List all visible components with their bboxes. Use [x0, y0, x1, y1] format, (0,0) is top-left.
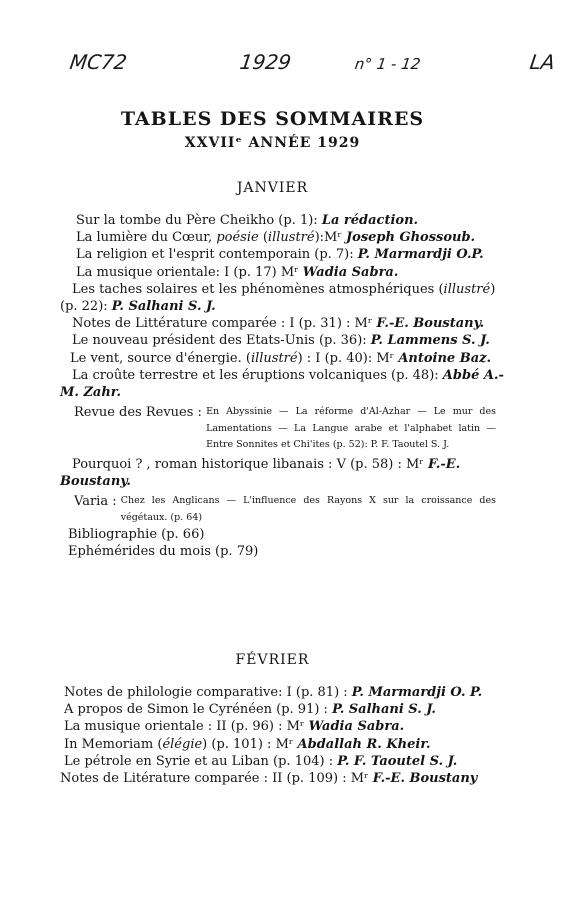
page-subtitle: XXVIIᵉ ANNÉE 1929: [184, 135, 361, 151]
list-item-continuation: Boustany.: [60, 473, 131, 489]
list-item: Les taches solaires et les phénomènes atmosphériques (illustré): [72, 281, 496, 297]
page-title: TABLES DES SOMMAIRES: [120, 108, 425, 130]
varia-label: Varia :: [74, 494, 121, 510]
list-item: Bibliographie (p. 66): [68, 527, 205, 543]
revue-des-revues: [74, 404, 496, 454]
list-item: Notes de philologie comparative: I (p. 81) : P. Marmardji O. P.: [64, 685, 483, 700]
section-heading-janvier: JANVIER: [236, 180, 309, 196]
year-annotation: 1929: [238, 50, 293, 74]
list-item: La musique orientale: I (p. 17) Mʳ Wadia Sabra.: [76, 264, 399, 280]
list-item: Notes de Littérature comparée : I (p. 31) : Mʳ F.-E. Boustany.: [72, 316, 485, 332]
list-item: La lumière du Cœur, poésie (illustré):Mʳ Joseph Ghossoub.: [76, 230, 476, 246]
list-item: Sur la tombe du Père Cheikho (p. 1): La rédaction.: [76, 213, 419, 228]
list-item: La musique orientale : II (p. 96) : Mʳ Wadia Sabra.: [64, 719, 405, 735]
varia: [74, 493, 496, 526]
list-item: A propos de Simon le Cyrénéen (p. 91) : P. Salhani S. J.: [64, 702, 436, 718]
varia-text: Chez les Anglicans — L'influence des Rayons X sur la croissance des végétaux. (p. 64): [120, 495, 496, 523]
issue-range-annotation: n° 1 - 12: [353, 55, 422, 73]
corner-annotation: LA: [528, 50, 557, 74]
list-item: Notes de Litérature comparée : II (p. 109) : Mʳ F.-E. Boustany: [60, 771, 478, 787]
list-item: Pourquoi ? , roman historique libanais : V (p. 58) : Mʳ F.-E.: [72, 456, 461, 472]
list-item: In Memoriam (élégie) (p. 101) : Mʳ Abdallah R. Kheir.: [64, 736, 431, 752]
section-heading-fevrier: FÉVRIER: [235, 652, 310, 668]
list-item: Le vent, source d'énergie. (illustré) : I (p. 40): Mʳ Antoine Baz.: [70, 350, 492, 366]
list-item: Ephémérides du mois (p. 79): [68, 544, 259, 560]
list-item: La croûte terrestre et les éruptions volcaniques (p. 48): Abbé A.-: [72, 367, 504, 383]
list-item-continuation: M. Zahr.: [60, 385, 121, 401]
fevrier-entries: [60, 684, 494, 787]
list-item: Le pétrole en Syrie et au Liban (p. 104) : P. F. Taoutel S. J.: [64, 753, 458, 769]
list-item: La religion et l'esprit contemporain (p. 7): P. Marmardji O.P.: [76, 247, 484, 263]
revue-text: En Abyssinie — La réforme d'Al-Azhar — Le mur des Lamentations — La Langue arabe et l'alphabet latin — Entre Sonnites et Chi'ites (p. 52): P. F. Taoutel S. J.: [206, 406, 496, 451]
janvier-entries: [60, 212, 504, 561]
list-item-continuation: (p. 22): P. Salhani S. J.: [60, 299, 216, 315]
revue-label: Revue des Revues :: [74, 405, 207, 421]
list-item: Le nouveau président des Etats-Unis (p. 36): P. Lammens S. J.: [72, 333, 490, 349]
archive-number-annotation: ⅯⅭ72: [68, 50, 129, 74]
